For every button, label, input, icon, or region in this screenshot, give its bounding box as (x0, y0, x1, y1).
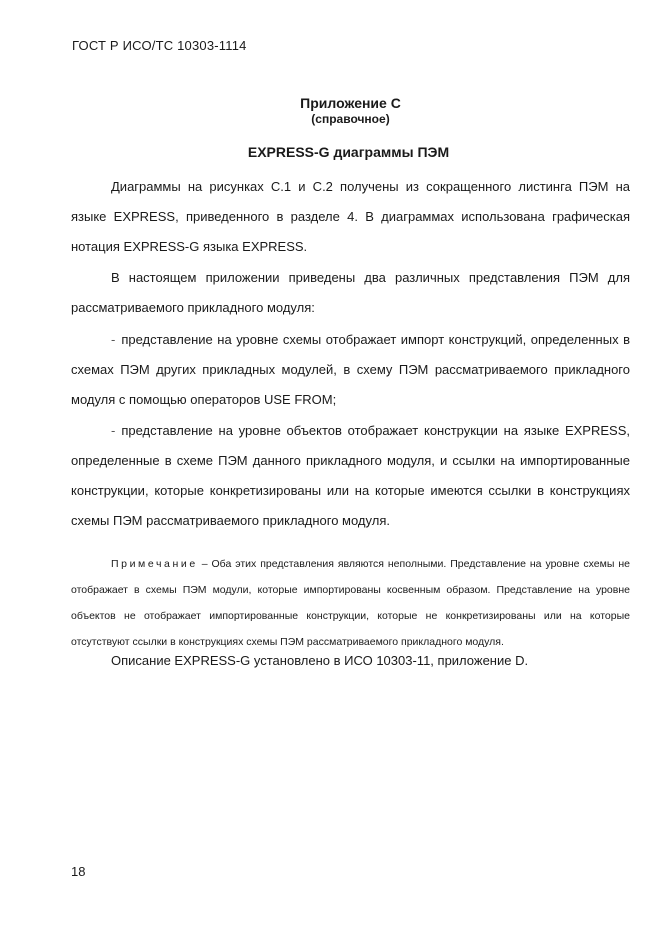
list-item-text: представление на уровне схемы отображает импорт конструкций, определенных в схемах ПЭМ других прикладных модулей, в схему ПЭМ рассматриваемого прикладного модуля с помощью операторов USE FROM; (71, 332, 630, 407)
paragraph-express-g-reference: Описание EXPRESS-G установлено в ИСО 10303-11, приложение D. (111, 653, 529, 668)
list-item (71, 416, 630, 536)
note-paragraph (71, 551, 630, 655)
note-separator: – (197, 557, 212, 570)
page-number: 18 (71, 864, 86, 879)
appendix-title: Приложение С (300, 95, 401, 111)
section-title: EXPRESS-G диаграммы ПЭМ (247, 144, 450, 160)
paragraph-representations: В настоящем приложении приведены два различных представления ПЭМ для рассматриваемого прикладного модуля: (71, 270, 630, 315)
appendix-subtitle: (справочное) (311, 112, 390, 126)
list-dash: - (111, 332, 116, 347)
note-text: Оба этих представления являются неполными. Представление на уровне схемы не отображает в схемы ПЭМ модули, которые импортированы косвенным образом. Представление на уровне объектов не отображает импортированные конструкции, которые не конкретизированы или на которые отсутствуют ссылки в конструкциях схемы ПЭМ рассматриваемого прикладного модуля. (71, 557, 630, 648)
list-item (71, 325, 630, 415)
note-label: Примечание (111, 557, 198, 570)
list-dash: - (111, 423, 116, 438)
list-item-text: представление на уровне объектов отображает конструкции на языке EXPRESS, определенные в схеме ПЭМ данного прикладного модуля, и ссылки на импортированные конструкции, которые конкретизированы или на которые имеются ссылки в конструкциях схемы ПЭМ рассматриваемого прикладного модуля. (71, 423, 630, 528)
document-header-id: ГОСТ Р ИСО/ТС 10303-1114 (72, 38, 247, 53)
paragraph-intro: Диаграммы на рисунках С.1 и С.2 получены из сокращенного листинга ПЭМ на языке EXPRESS, приведенного в разделе 4. В диаграммах использована графическая нотация EXPRESS-G языка EXPRESS. (71, 179, 630, 254)
